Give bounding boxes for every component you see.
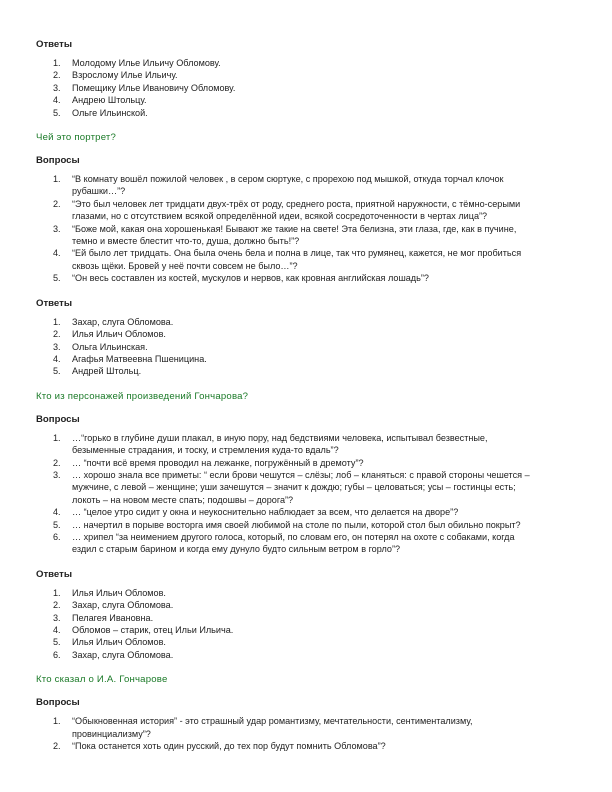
- answers-heading: Ответы: [36, 568, 73, 580]
- list-item: 3. … хорошо знала все приметы: “ если брови чешутся – слёзы; лоб – кланяться: с правой стороны чешется – мужчине, с левой – женщине; уши зачешутся – значит к дождю; губы – целоваться; усы – гостинцы есть; локоть – на новом месте спать; подошвы – дорога”?: [53, 469, 530, 505]
- section-title: Чей это портрет?: [36, 132, 117, 144]
- list-item: 4. Обломов – старик, отец Ильи Ильича.: [53, 625, 234, 635]
- list-item: 1. Молодому Илье Ильичу Обломову.: [53, 58, 221, 68]
- list-item: 2. Илья Ильич Обломов.: [53, 329, 166, 340]
- list-item: 1. …“горько в глубине души плакал, в иную пору, над бедствиями человека, испытывал безвестные, безыменные страдания, и тоску, и стремления куда-то вдаль”?: [53, 432, 488, 456]
- questions-heading: Вопросы: [36, 155, 80, 167]
- answers-list: [36, 316, 584, 378]
- list-item: 6. Захар, слуга Обломова.: [53, 649, 174, 660]
- list-item: 4. Андрею Штольцу.: [53, 95, 147, 106]
- answers-heading: Ответы: [36, 297, 73, 309]
- list-item: 4. “Ей было лет тридцать. Она была очень бела и полна в лице, так что румянец, кажется, не мог пробиться сквозь щёки. Бровей у неё почти совсем не было…”?: [53, 248, 522, 271]
- list-item: 3. Ольга Ильинская.: [53, 341, 148, 352]
- questions-heading: Вопросы: [36, 697, 80, 709]
- list-item: 3. Пелагея Ивановна.: [53, 612, 154, 623]
- section-title: Кто сказал о И.А. Гончарове: [36, 674, 168, 686]
- list-item: 1. Захар, слуга Обломова.: [53, 316, 174, 327]
- answers-list: [36, 587, 584, 661]
- list-item: 2. Захар, слуга Обломова.: [53, 600, 174, 611]
- document-page: [36, 39, 584, 752]
- list-item: 1. Илья Ильич Обломов.: [53, 587, 166, 598]
- list-item: 2. “Это был человек лет тридцати двух-трёх от роду, среднего роста, приятной наружности, с тёмно-серыми глазами, но с отсутствием всякой определённой идеи, всякой сосредоточенности в чертах лица”?: [53, 198, 521, 222]
- questions-list: [36, 173, 584, 285]
- list-item: 5. Ольге Ильинской.: [53, 107, 148, 118]
- list-item: 4. … “целое утро сидит у окна и неукоснительно наблюдает за всем, что делается на дворе”?: [53, 507, 459, 518]
- list-item: 3. “Боже мой, какая она хорошенькая! Бывают же такие на свете! Эта белизна, эти глаза, где, как в пучине, темно и вместе блестит что-то, душа, должно быть!”?: [53, 223, 517, 247]
- list-item: 4. Агафья Матвеевна Пшеницина.: [53, 353, 207, 364]
- list-item: 1. “В комнату вошёл пожилой человек , в сером сюртуке, с прорехою под мышкой, откуда торчал клочок рубашки…”?: [53, 174, 504, 197]
- list-item: 1. “Обыкновенная история” - это страшный удар романтизму, мечтательности, сентиментализму, провинциализму”?: [53, 716, 473, 739]
- list-item: 5. … начертил в порыве восторга имя своей любимой на столе по пыли, которой стол был обильно покрыт?: [53, 519, 521, 530]
- list-item: 5. “Он весь составлен из костей, мускулов и нервов, как кровная английская лошадь”?: [53, 273, 429, 284]
- list-item: 5. Илья Ильич Обломов.: [53, 637, 166, 648]
- section-title: Кто из персонажей произведений Гончарова?: [36, 390, 249, 402]
- answers-list: [36, 57, 584, 119]
- list-item: 5. Андрей Штольц.: [53, 366, 142, 377]
- questions-list: [36, 715, 584, 752]
- answers-heading: Ответы: [36, 39, 73, 50]
- questions-list: [36, 432, 584, 556]
- list-item: 6. … хрипел “за неимением другого голоса, который, по словам его, он потерял на охоте с собаками, когда ездил с старым барином и когда ему дунуло будто сильным ветром в горло”?: [53, 531, 515, 555]
- list-item: 2. Взрослому Илье Ильичу.: [53, 70, 178, 81]
- questions-heading: Вопросы: [36, 413, 80, 425]
- list-item: 2. … “почти всё время проводил на лежанке, погружённый в дремоту”?: [53, 457, 364, 468]
- list-item: 3. Помещику Илье Ивановичу Обломову.: [53, 82, 236, 93]
- list-item: 2. “Пока останется хоть один русский, до тех пор будут помнить Обломова”?: [53, 741, 386, 752]
